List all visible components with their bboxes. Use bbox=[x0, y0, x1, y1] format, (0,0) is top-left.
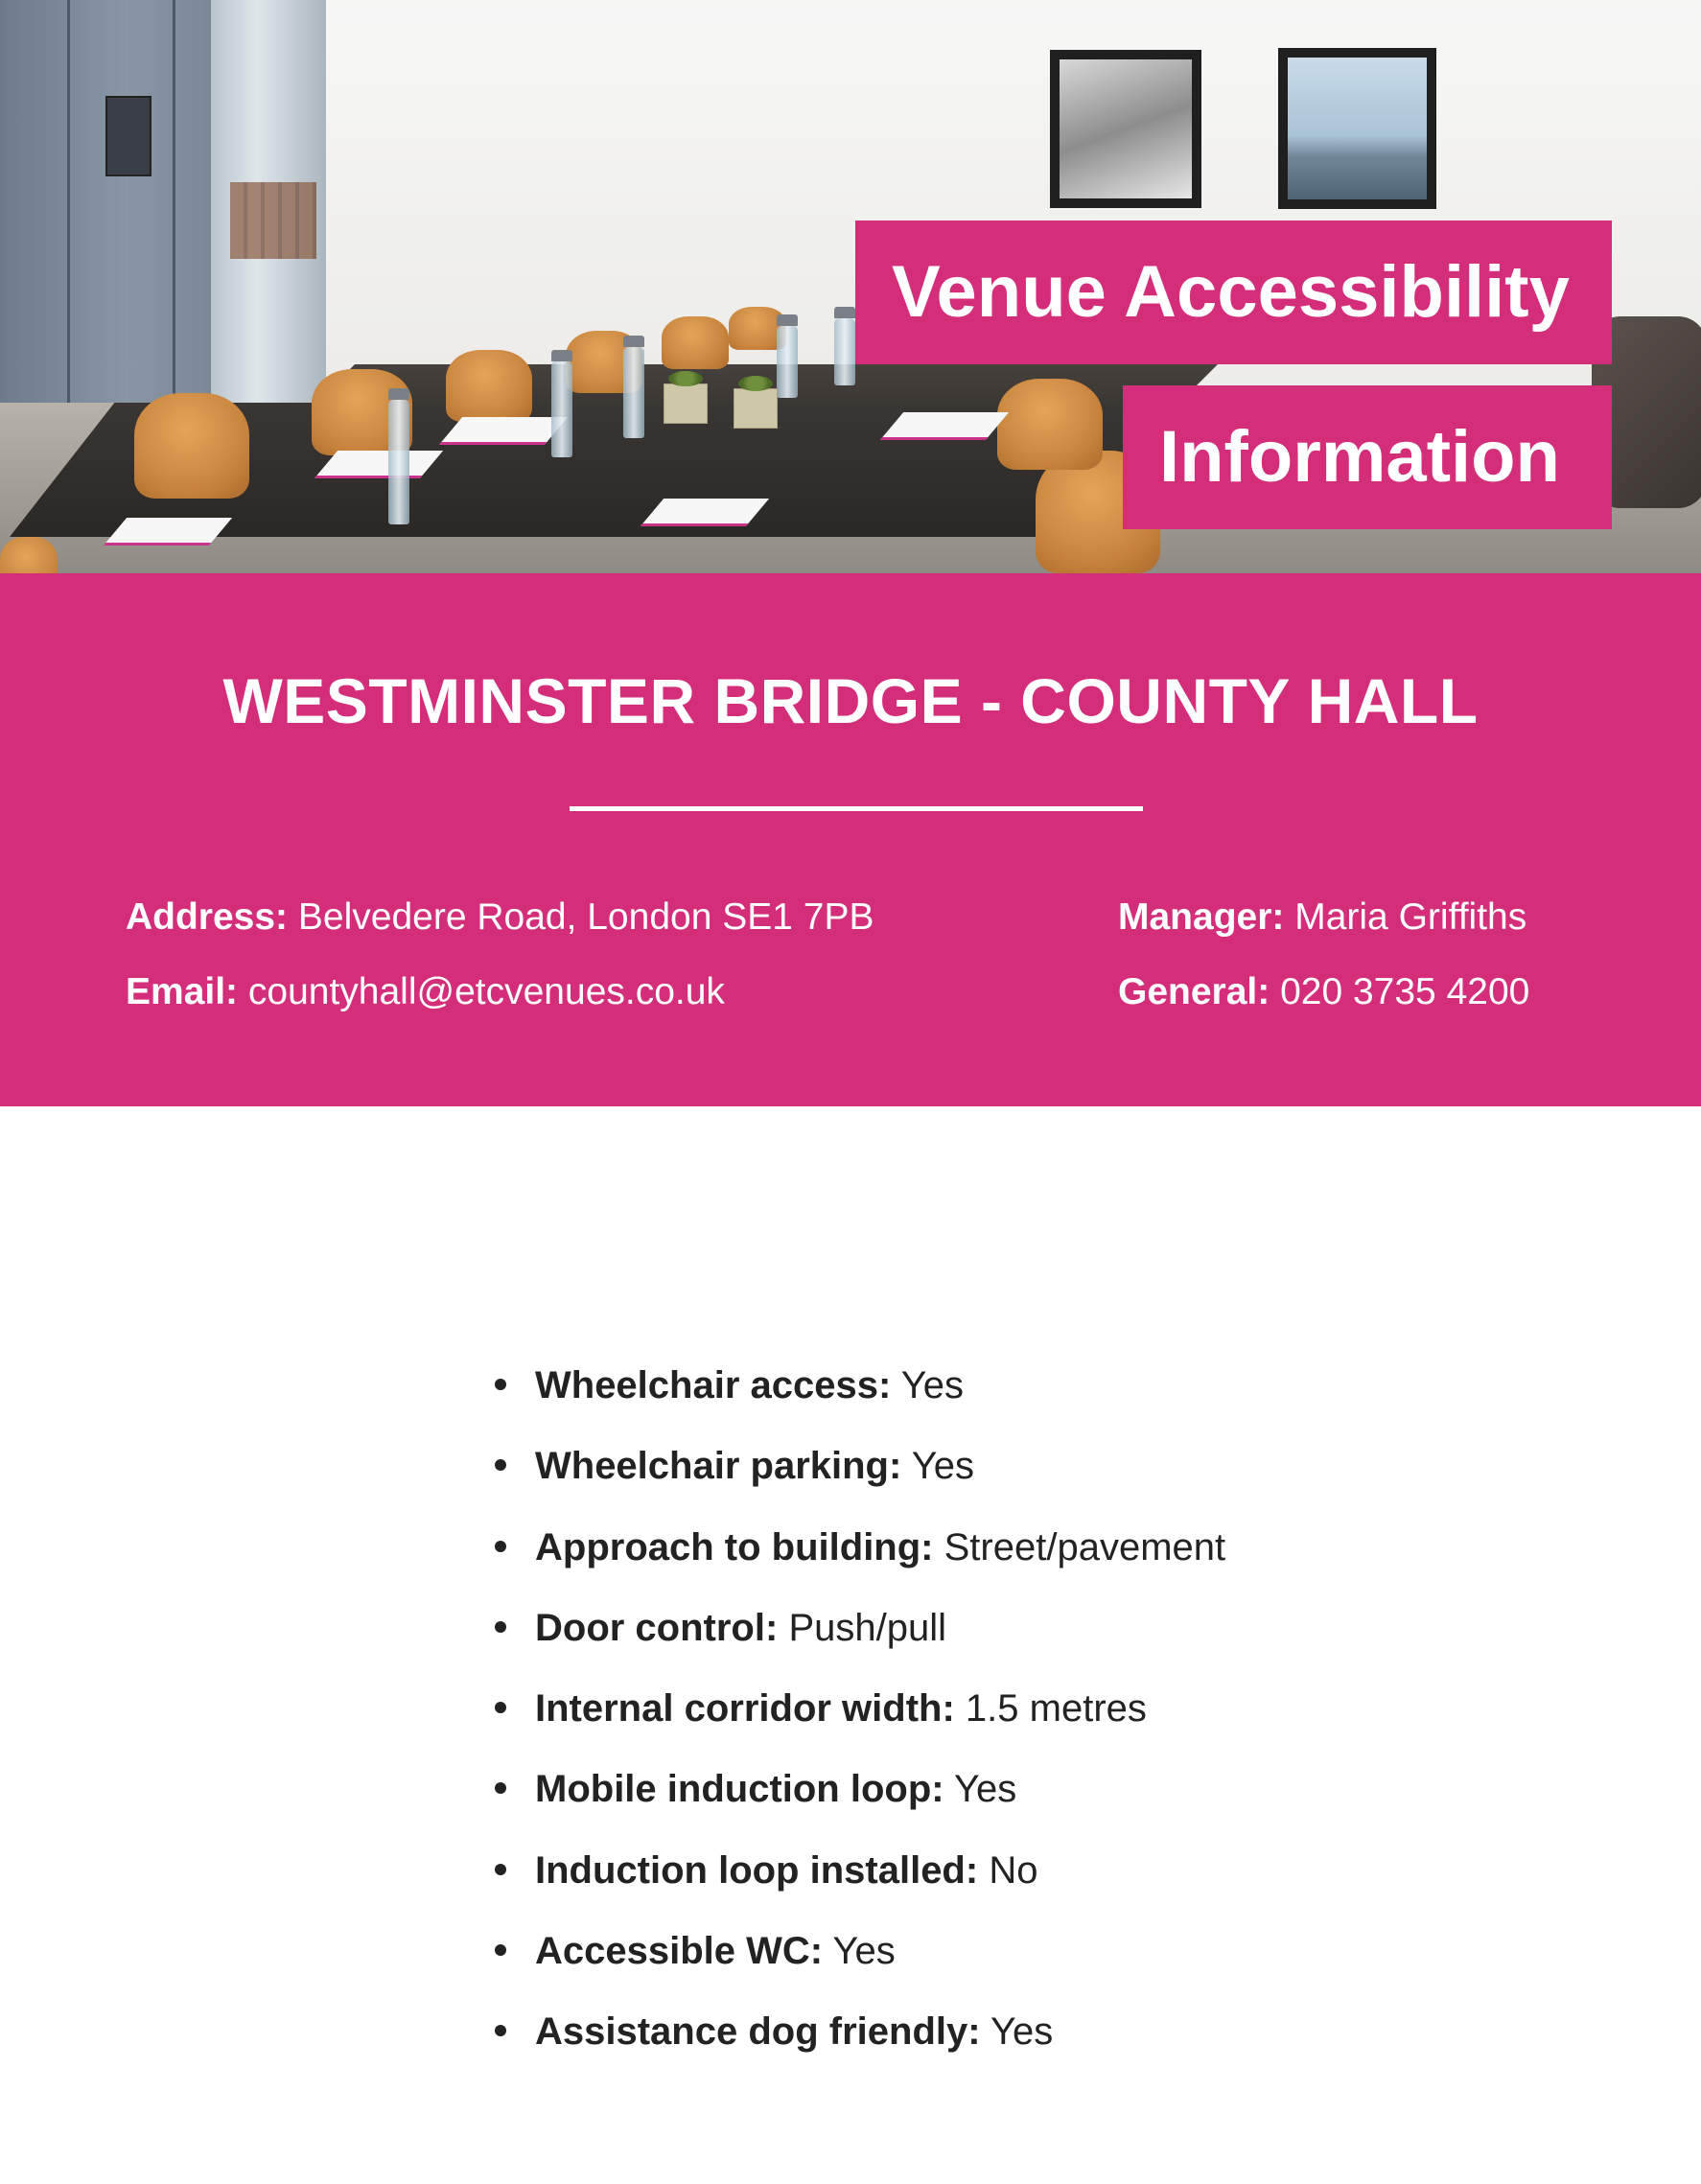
hero-chair bbox=[134, 393, 249, 499]
feature-label: Wheelchair access: bbox=[535, 1364, 892, 1406]
email-value[interactable]: countyhall@etcvenues.co.uk bbox=[247, 971, 725, 1012]
page-title-line2: Information bbox=[1159, 416, 1560, 498]
hero-chair bbox=[662, 316, 729, 369]
list-item bbox=[491, 1689, 1225, 1770]
page-title-line1: Venue Accessibility bbox=[892, 251, 1570, 333]
bullet-icon bbox=[495, 2025, 506, 2036]
manager-value: Maria Griffiths bbox=[1294, 896, 1527, 938]
hero-artwork-right bbox=[1278, 48, 1436, 209]
hero-plant bbox=[664, 383, 708, 424]
feature-value: Yes bbox=[832, 1930, 896, 1973]
list-item bbox=[491, 1770, 1225, 1850]
list-item bbox=[491, 1606, 1225, 1689]
feature-label: Wheelchair parking: bbox=[535, 1445, 902, 1488]
hero-bottle-cap bbox=[388, 388, 409, 400]
title-tag-line2 bbox=[1123, 385, 1612, 529]
feature-value: Push/pull bbox=[788, 1606, 946, 1649]
feature-value: No bbox=[989, 1848, 1038, 1892]
hero-bottle bbox=[777, 326, 798, 398]
general-phone-label: General: bbox=[1118, 971, 1270, 1012]
manager-row bbox=[1118, 898, 1526, 936]
general-phone-row bbox=[1118, 973, 1529, 1011]
address-label: Address: bbox=[126, 896, 289, 938]
feature-value: Yes bbox=[990, 2010, 1054, 2054]
list-item bbox=[491, 1366, 1225, 1447]
accessibility-features-list bbox=[491, 1366, 1225, 2094]
address-value: Belvedere Road, London SE1 7PB bbox=[297, 896, 874, 938]
hero-window bbox=[230, 182, 316, 259]
bullet-icon bbox=[495, 1782, 506, 1794]
hero-door-panel bbox=[105, 96, 151, 176]
hero-bottle-cap bbox=[834, 307, 855, 318]
feature-value: Yes bbox=[911, 1445, 974, 1488]
hero-door-line bbox=[67, 0, 70, 460]
feature-label: Assistance dog friendly: bbox=[535, 2010, 981, 2054]
hero-bottle bbox=[834, 318, 855, 385]
bullet-icon bbox=[495, 1702, 506, 1713]
email-row bbox=[126, 973, 725, 1011]
feature-value: Street/pavement bbox=[944, 1525, 1226, 1568]
bullet-icon bbox=[495, 1379, 506, 1390]
hero-chair bbox=[997, 379, 1103, 470]
list-item bbox=[491, 1932, 1225, 2012]
hero-bottle-cap bbox=[551, 350, 572, 361]
bullet-icon bbox=[495, 1459, 506, 1471]
bullet-icon bbox=[495, 1944, 506, 1956]
bullet-icon bbox=[495, 1541, 506, 1552]
feature-label: Induction loop installed: bbox=[535, 1848, 979, 1892]
manager-label: Manager: bbox=[1118, 896, 1285, 938]
feature-value: 1.5 metres bbox=[965, 1687, 1147, 1731]
feature-value: Yes bbox=[900, 1364, 964, 1406]
bullet-icon bbox=[495, 1621, 506, 1633]
venue-info-band bbox=[0, 573, 1701, 1106]
feature-label: Approach to building: bbox=[535, 1525, 934, 1568]
hero-bottle bbox=[623, 347, 644, 438]
feature-label: Door control: bbox=[535, 1606, 779, 1649]
hero-bottle bbox=[551, 361, 572, 457]
email-label: Email: bbox=[126, 971, 239, 1012]
hero-plant bbox=[734, 388, 778, 429]
address-row bbox=[126, 898, 874, 936]
list-item bbox=[491, 1525, 1226, 1609]
feature-label: Mobile induction loop: bbox=[535, 1768, 944, 1811]
feature-label: Internal corridor width: bbox=[535, 1687, 955, 1731]
title-tag-line1 bbox=[855, 221, 1612, 364]
hero-door-line bbox=[173, 0, 175, 460]
hero-chair bbox=[446, 350, 532, 422]
bullet-icon bbox=[495, 1864, 506, 1875]
hero-chair bbox=[0, 537, 58, 573]
general-phone-value[interactable]: 020 3735 4200 bbox=[1280, 971, 1530, 1012]
venue-name: WESTMINSTER BRIDGE - COUNTY HALL bbox=[222, 665, 1479, 736]
hero-bottle bbox=[388, 400, 409, 524]
feature-value: Yes bbox=[953, 1768, 1017, 1811]
list-item bbox=[491, 1447, 1225, 1527]
divider bbox=[570, 806, 1143, 811]
feature-label: Accessible WC: bbox=[535, 1930, 824, 1973]
list-item bbox=[491, 2012, 1225, 2093]
hero-bottle-cap bbox=[777, 314, 798, 326]
hero-artwork-left bbox=[1050, 50, 1201, 208]
hero-bottle-cap bbox=[623, 336, 644, 347]
list-item bbox=[491, 1848, 1225, 1932]
